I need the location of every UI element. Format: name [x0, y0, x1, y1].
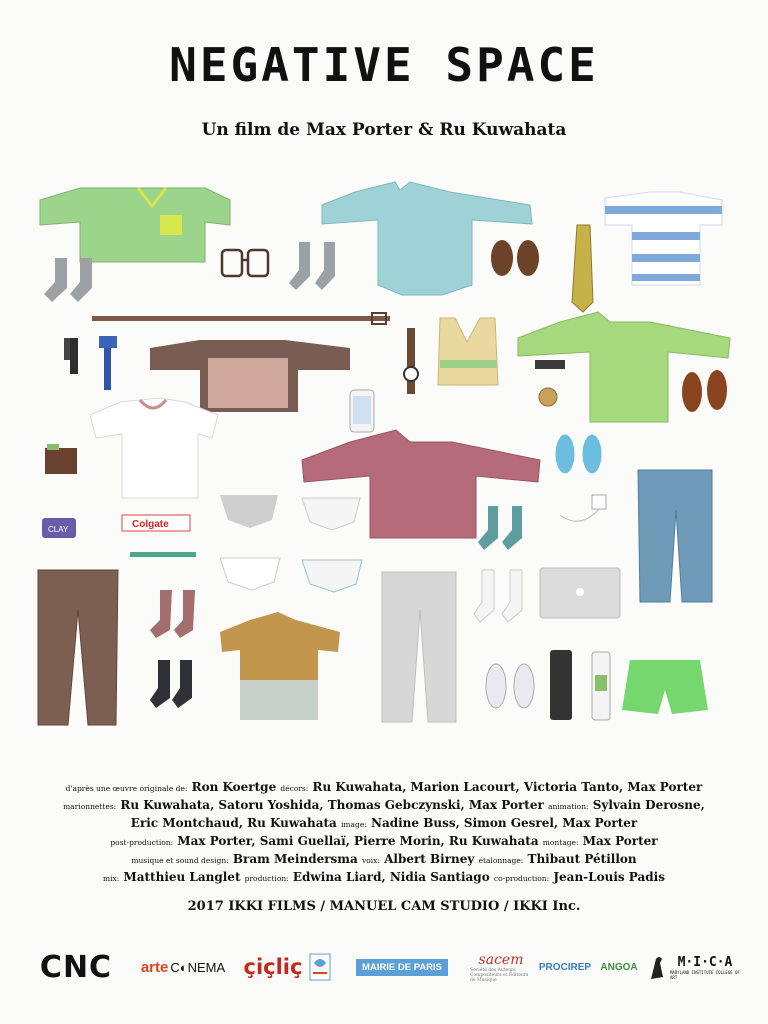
comb-illustration: [64, 338, 78, 374]
coin-box-illustration: [539, 388, 557, 406]
sneakers-illustration: [486, 664, 534, 708]
blue-sneakers-illustration: [555, 434, 602, 474]
credits-block: [20, 779, 748, 887]
charger-illustration: [560, 495, 606, 521]
sacem-logo: sacem Société des Auteurs Compositeurs et Éditeurs de Musique: [470, 951, 529, 983]
credit-line: musique et sound design: Bram Meindersma voix: Albert Birney étalonnage: Thibaut Pétillon: [131, 852, 637, 866]
grey-striped-pants-illustration: [382, 572, 456, 722]
sweater-vest-illustration: [438, 318, 498, 385]
region-centre-logo: [308, 950, 332, 984]
procirep-logo: PROCIREP: [538, 961, 592, 973]
svg-text:CLAY: CLAY: [48, 525, 69, 534]
blue-shirt-illustration: [322, 182, 532, 295]
lotion-bottle-illustration: [592, 652, 610, 720]
toothbrush-illustration: [130, 552, 196, 557]
green-sweater-illustration: [40, 188, 230, 262]
brown-dress-shoes-illustration: [682, 370, 727, 412]
credit-line: d'après une œuvre originale de: Ron Koertge décors: Ru Kuwahata, Marion Lacourt, Victoria Tanto, Max Porter: [65, 780, 703, 794]
polo-shirt-illustration: [220, 612, 340, 720]
jeans-illustration: [638, 470, 712, 602]
wallet-illustration: [45, 444, 77, 474]
credit-line: mix: Matthieu Langlet production: Edwina Liard, Nidia Santiago co-production: Jean-Louis Padis: [102, 870, 665, 884]
credit-line: marionnettes: Ru Kuwahata, Satoru Yoshida, Thomas Gebczynski, Max Porter animation: Sylvain Derosne,: [63, 798, 705, 812]
deodorant-illustration: [550, 650, 572, 720]
grey-socks-2-illustration: [289, 242, 335, 290]
toothpaste-illustration: [122, 515, 190, 531]
clothing-illustration: [0, 170, 768, 740]
angoa-logo: ANGOA: [600, 961, 638, 973]
white-socks-illustration: [474, 570, 522, 622]
belt-illustration: [92, 313, 390, 324]
razor-illustration: [99, 336, 117, 390]
brush-box-illustration: [535, 360, 565, 369]
green-shorts-illustration: [622, 660, 708, 714]
underwear-illustration: [220, 495, 362, 592]
glasses-illustration: [222, 250, 268, 276]
bird-logo: [646, 950, 668, 984]
film-subtitle: Un film de Max Porter & Ru Kuwahata: [201, 120, 567, 140]
svg-text:Colgate: Colgate: [132, 519, 169, 530]
cnc-logo: CNC: [39, 949, 113, 985]
white-tshirt-illustration: [90, 398, 218, 498]
ciclic-logo: çiçliç: [243, 955, 303, 979]
arte-cinema-logo: arte C◐NEMA: [140, 958, 226, 976]
sponsor-logos: [30, 950, 740, 984]
teal-socks-illustration: [478, 506, 522, 550]
striped-tshirt-illustration: [605, 192, 722, 285]
dark-socks-illustration: [150, 660, 192, 708]
phone-illustration: [350, 390, 374, 432]
film-title: NEGATIVE SPACE: [169, 38, 599, 92]
brown-pants-illustration: [38, 570, 118, 725]
mica-logo: M·I·C·A MARYLAND INSTITUTE COLLEGE OF ART: [670, 954, 740, 980]
studios-line: 2017 IKKI FILMS / MANUEL CAM STUDIO / IKKI Inc.: [187, 899, 581, 914]
patterned-socks-illustration: [150, 590, 195, 638]
credit-line: post-production: Max Porter, Sami Guellaï, Pierre Morin, Ru Kuwahata montage: Max Porter: [110, 834, 658, 848]
laptop-illustration: [540, 568, 620, 618]
mairie-de-paris-logo: MAIRIE DE PARIS: [342, 950, 462, 984]
grey-socks-illustration: [44, 258, 92, 302]
clay-tin-illustration: [42, 518, 76, 538]
tie-illustration: [572, 225, 593, 312]
watch-illustration: [404, 328, 418, 394]
credit-line: Eric Montchaud, Ru Kuwahata image: Nadine Buss, Simon Gesrel, Max Porter: [130, 816, 638, 830]
brown-shoes-illustration: [491, 240, 539, 276]
